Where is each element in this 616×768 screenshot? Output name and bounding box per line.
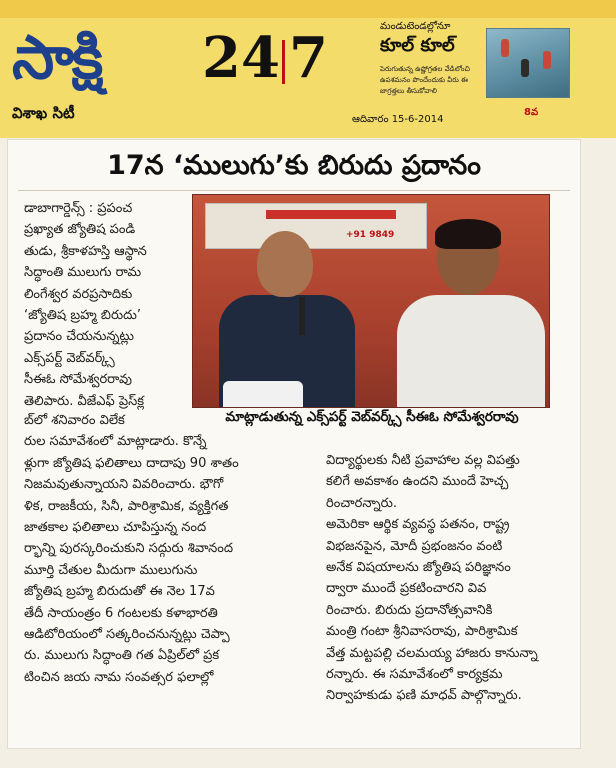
article-line: ఆడిటోరియంలో సత్కరించనున్నట్లు చెప్పా <box>24 627 230 643</box>
article-line: సిద్ధాంతి ములుగు రామ <box>24 265 142 281</box>
article-line: తెలిపారు. వీజేఎఫ్ ప్రెస్‌క్ల <box>24 393 145 409</box>
article-line: ప్రదానం చేయనున్నట్లు <box>24 329 134 345</box>
article-line: రన్నారు. ఈ సమావేశంలో కార్యక్రమ <box>326 667 503 683</box>
article-line: విద్యార్థులకు నీటి ప్రవాహాల వల్ల విపత్తు <box>326 453 520 468</box>
article-line: ళ్లుగా జ్యోతిష ఫలితాలు దాదాపు 90 శాతం <box>24 455 239 471</box>
article-line: వేత్త మట్టపల్లి చలమయ్య హాజరు కానున్నా <box>326 645 538 661</box>
promo-tag: మండుటెండల్లోనూ <box>380 21 451 32</box>
headline-divider <box>18 190 570 191</box>
promo-photo-figure <box>501 39 509 57</box>
article-line: రుల సమావేశంలో మాట్లాడారు. కొన్నే <box>24 434 207 450</box>
promo-page-ref: 8వ <box>524 107 539 118</box>
article-line: టించిన జయ నామ సంవత్సర ఫలాల్లో <box>24 669 214 685</box>
article-line: రించారన్నారు. <box>326 495 397 511</box>
masthead <box>0 0 616 138</box>
edition-name: విశాఖ సిటీ <box>12 104 75 122</box>
promo-photo <box>486 28 570 98</box>
article-line: డాబాగార్డెన్స్ : ప్రపంచ <box>24 201 133 216</box>
article-line: బ్‌లో శనివారం విలేక <box>24 413 125 428</box>
article-line: ఎక్స్‌పర్ట్ వెబ్‌వర్క్స్ <box>24 350 115 366</box>
article-line: మూర్తి చేతుల మీదుగా ములుగును <box>24 562 198 578</box>
speaker-head <box>257 231 313 297</box>
article-column-3 <box>326 450 564 707</box>
promo-headline: కూల్ కూల్ <box>380 35 455 56</box>
article-line: అమెరికా ఆర్థిక వ్యవస్థ పతనం, రాష్ట్ర <box>326 517 510 533</box>
press-microphones <box>223 381 303 407</box>
article-line: జాతకాల ఫలితాలు చూపిస్తున్న నంద <box>24 520 207 536</box>
article-line: నిర్వాహకుడు ఫణి మాధవ్ పాల్గొన్నారు. <box>326 688 522 704</box>
article-line: ళిక, రాజకీయ, సినీ, పారిశ్రామిక, వ్యక్తిగత <box>24 498 229 514</box>
seated-man-hair <box>435 219 501 249</box>
article-line: ర్భాన్ని పురస్కరించుకుని సద్గురు శివానంద <box>24 541 234 557</box>
article-line: మంత్రి గంటా శ్రీనివాసరావు, పారిశ్రామిక <box>326 624 518 640</box>
promo-photo-figure <box>521 59 529 77</box>
brand-separator <box>282 40 285 84</box>
article-line: ‘జ్యోతిష బ్రహ్మ బిరుదు’ <box>24 308 141 324</box>
article-photo <box>192 194 550 408</box>
photo-banner-stripe <box>266 210 396 219</box>
article-line: ద్వారా ముందే ప్రకటించారని వివ <box>326 581 487 597</box>
article-line: జ్యోతిష బ్రహ్మ బిరుదుతో ఈ నెల 17వ <box>24 584 215 600</box>
microphone-icon <box>299 297 305 335</box>
issue-date: ఆదివారం 15-6-2014 <box>352 114 444 125</box>
article-line: ప్రఖ్యాత జ్యోతిష పండి <box>24 222 136 238</box>
article-line: నిజమవుతున్నాయని వివరించారు. భౌగో <box>24 477 224 493</box>
photo-caption: మాట్లాడుతున్న ఎక్స్‌పర్ట్ వెబ్‌వర్క్స్ సీఈఓ సోమేశ్వరరావు <box>225 409 519 425</box>
article-line: సీఈఓ సోమేశ్వరరావు <box>24 372 132 388</box>
article-line: తుడు, శ్రీకాళహస్తి ఆస్థాన <box>24 243 147 259</box>
article-line: కలిగే అవకాశం ఉందని ముందే హెచ్చ <box>326 474 509 490</box>
promo-description: పెరుగుతున్న ఉష్ణోగ్రతల వేడిలోంచి ఉపశమనం పొందేందుకు వీరు ఈ జాగ్రత్తలు తీసుకోవాలి <box>380 65 470 95</box>
article-line: రు. ములుగు సిద్ధాంతి గత ఏప్రిల్‌లో ప్రక <box>24 648 220 664</box>
seated-man-body <box>397 295 545 407</box>
promo-photo-figure <box>543 51 551 69</box>
masthead-strip <box>0 0 616 18</box>
brand-number-7: 7 <box>289 25 328 91</box>
article-headline: 17న ‘ములుగు’కు బిరుదు ప్రదానం <box>107 150 481 181</box>
photo-banner-number: +91 9849 <box>346 230 395 240</box>
article-line: విభజనపైన, మోదీ ప్రభంజనం వంటి <box>326 538 503 554</box>
news-clipping <box>8 140 580 748</box>
article-line: తేదీ సాయంత్రం 6 గంటలకు కళాభారతి <box>24 605 218 621</box>
article-column-2 <box>24 410 318 688</box>
article-line: అనేక విషయాలను జ్యోతిష పరిజ్ఞానం <box>326 560 511 576</box>
article-line: లింగేశ్వర వరప్రసాదికు <box>24 286 133 302</box>
brand-number-24: 24 <box>202 25 280 91</box>
article-column-1 <box>24 198 184 412</box>
article-line: రించారు. బిరుదు ప్రదానోత్సవానికి <box>326 602 493 618</box>
promo-box <box>376 20 572 124</box>
brand-name: సాక్షి <box>12 23 102 93</box>
seated-man-figure <box>389 221 545 407</box>
